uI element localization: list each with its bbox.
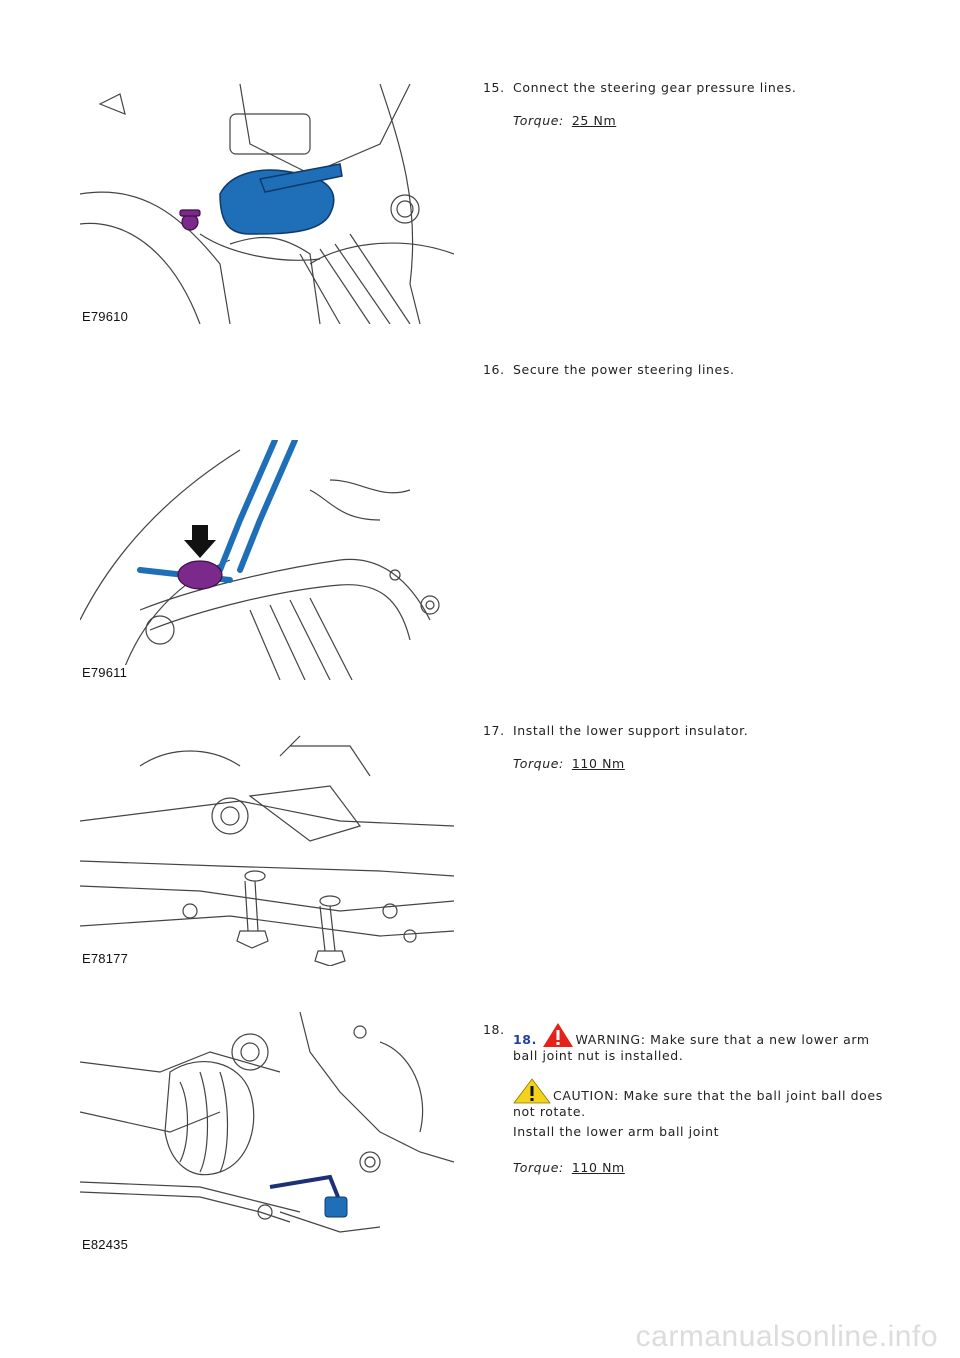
figure-label: E82435 xyxy=(82,1237,129,1252)
figure-e82435 xyxy=(80,1012,454,1252)
steering-gear-pressure-lines-illustration xyxy=(80,84,454,324)
lower-support-insulator-illustration xyxy=(80,726,454,966)
step-text: Install the lower arm ball joint xyxy=(513,1124,720,1139)
arrow-down-icon xyxy=(184,525,216,558)
step-bold-number: 18. xyxy=(513,1032,537,1047)
step-number: 16. xyxy=(483,362,505,377)
step-text: Connect the steering gear pressure lines. xyxy=(513,80,797,95)
figure-e79610 xyxy=(80,84,454,324)
step-number: 17. xyxy=(483,723,505,738)
watermark: carmanualsonline.info xyxy=(635,1320,938,1353)
step-number: 18. xyxy=(483,1022,505,1037)
pressure-lines-highlight xyxy=(220,164,342,234)
torque-spec xyxy=(513,756,625,771)
figure-label: E79611 xyxy=(82,665,128,680)
step-text: Install the lower support insulator. xyxy=(513,723,749,738)
figure-label: E78177 xyxy=(82,951,129,966)
caution-block xyxy=(513,1078,883,1119)
step-number: 15. xyxy=(483,80,505,95)
torque-value-link[interactable]: 110 Nm xyxy=(571,1160,625,1175)
step-text: Secure the power steering lines. xyxy=(513,362,735,377)
torque-label: Torque: xyxy=(513,756,564,771)
bolt-highlight xyxy=(180,210,200,230)
torque-label: Torque: xyxy=(513,1160,564,1175)
warning-icon xyxy=(542,1022,574,1048)
figure-e78177 xyxy=(80,726,454,966)
figure-label: E79610 xyxy=(82,309,129,324)
caution-text: CAUTION: Make sure that the ball joint ball does not rotate. xyxy=(513,1088,883,1119)
warning-block xyxy=(513,1022,883,1063)
warning-text: WARNING: Make sure that a new lower arm ball joint nut is installed. xyxy=(513,1032,870,1063)
tool-highlight xyxy=(270,1177,347,1217)
torque-value-link[interactable]: 25 Nm xyxy=(571,113,617,128)
torque-spec xyxy=(513,1160,625,1175)
lower-arm-ball-joint-illustration xyxy=(80,1012,454,1252)
caution-icon xyxy=(513,1078,551,1104)
torque-value-link[interactable]: 110 Nm xyxy=(571,756,625,771)
torque-spec xyxy=(513,113,616,128)
clip-highlight xyxy=(178,561,222,589)
figure-e79611 xyxy=(80,440,454,680)
torque-label: Torque: xyxy=(513,113,564,128)
power-steering-lines-illustration xyxy=(80,440,454,680)
steering-lines-highlight xyxy=(140,440,295,580)
